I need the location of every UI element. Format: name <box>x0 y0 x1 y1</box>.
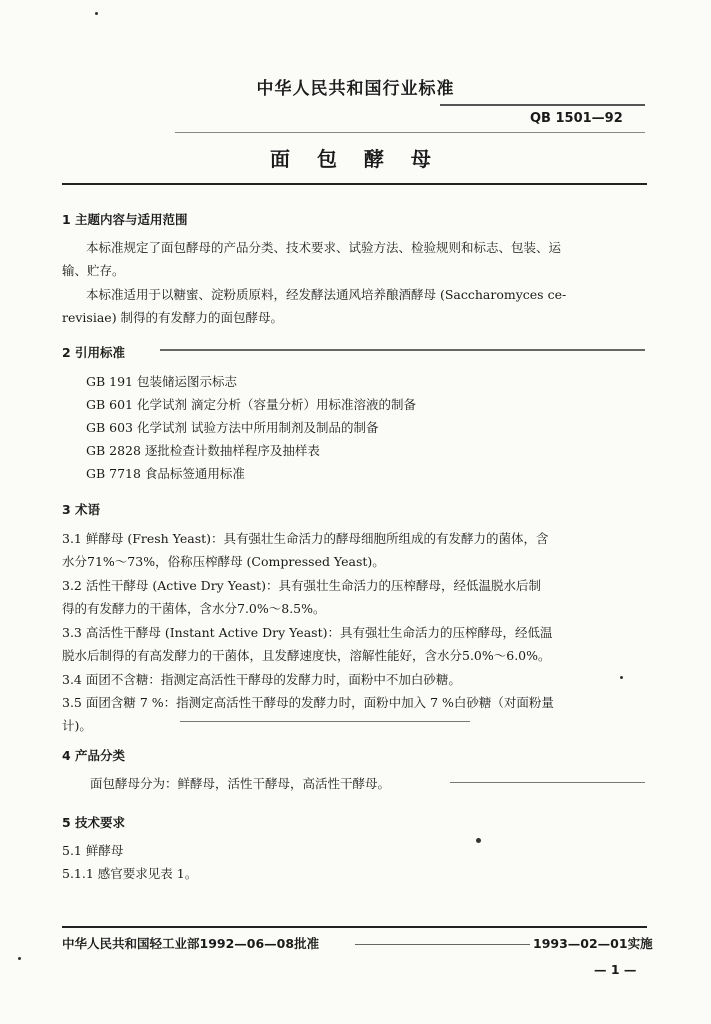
section-heading: 2 引用标准 <box>62 345 126 360</box>
dashed-rule <box>180 721 470 722</box>
term-line: 3.2 活性干酵母 (Active Dry Yeast)：具有强壮生命活力的压榨酵母，经低温脱水后制 <box>62 578 542 593</box>
paragraph-line: revisiae) 制得的有发酵力的面包酵母。 <box>62 310 284 325</box>
dashed-rule <box>440 104 645 106</box>
paragraph-line: 输、贮存。 <box>62 263 125 278</box>
scan-speck <box>620 676 623 679</box>
subsection-heading: 5.1 鲜酵母 <box>62 843 124 858</box>
section-heading: 3 术语 <box>62 502 101 517</box>
header-rule <box>62 183 647 185</box>
approval-note: 中华人民共和国轻工业部1992—06—08批准 <box>62 936 320 951</box>
footer-rule <box>62 926 647 928</box>
page-number: — 1 — <box>594 962 637 977</box>
subsection-heading: 5.1.1 感官要求见表 1。 <box>62 866 198 881</box>
reference-item: GB 191 包装储运图示标志 <box>86 374 237 389</box>
scan-speck <box>476 838 481 843</box>
paragraph-line: 本标准适用于以糖蜜、淀粉质原料，经发酵法通风培养酿酒酵母 (Saccharomyces ce- <box>86 287 567 302</box>
reference-item: GB 601 化学试剂 滴定分析（容量分析）用标准溶液的制备 <box>86 397 416 412</box>
standard-code: QB 1501—92 <box>530 111 623 126</box>
term-line: 计)。 <box>62 718 92 733</box>
section-heading: 4 产品分类 <box>62 748 126 763</box>
reference-item: GB 603 化学试剂 试验方法中所用制剂及制品的制备 <box>86 420 379 435</box>
dashed-rule <box>450 782 645 783</box>
paragraph-line: 面包酵母分为：鲜酵母，活性干酵母，高活性干酵母。 <box>90 776 391 791</box>
section-heading: 1 主题内容与适用范围 <box>62 212 188 227</box>
scan-speck <box>95 12 98 15</box>
dashed-rule <box>175 132 645 133</box>
term-line: 3.1 鲜酵母 (Fresh Yeast)：具有强壮生命活力的酵母细胞所组成的有发酵力的菌体，含 <box>62 531 549 546</box>
term-line: 3.5 面团含糖 7 %：指测定高活性干酵母的发酵力时，面粉中加入 7 %白砂糖（对面粉量 <box>62 695 554 710</box>
scan-speck <box>18 957 21 960</box>
reference-item: GB 2828 逐批检查计数抽样程序及抽样表 <box>86 443 320 458</box>
term-line: 水分71%～73%，俗称压榨酵母 (Compressed Yeast)。 <box>62 554 385 569</box>
section-heading: 5 技术要求 <box>62 815 126 830</box>
term-line: 脱水后制得的有高发酵力的干菌体，且发酵速度快，溶解性能好，含水分5.0%～6.0%。 <box>62 648 551 663</box>
term-line: 3.3 高活性干酵母 (Instant Active Dry Yeast)：具有强壮生命活力的压榨酵母，经低温 <box>62 625 553 640</box>
reference-item: GB 7718 食品标签通用标准 <box>86 466 245 481</box>
issuing-organization: 中华人民共和国行业标准 <box>256 79 455 99</box>
effective-date: 1993—02—01实施 <box>533 936 653 951</box>
dashed-rule <box>355 944 530 945</box>
paragraph-line: 本标准规定了面包酵母的产品分类、技术要求、试验方法、检验规则和标志、包装、运 <box>86 240 562 255</box>
term-line: 得的有发酵力的干菌体，含水分7.0%～8.5%。 <box>62 601 326 616</box>
document-title: 面 包 酵 母 <box>270 147 441 171</box>
term-line: 3.4 面团不含糖：指测定高活性干酵母的发酵力时，面粉中不加白砂糖。 <box>62 672 461 687</box>
dashed-rule <box>160 349 645 351</box>
